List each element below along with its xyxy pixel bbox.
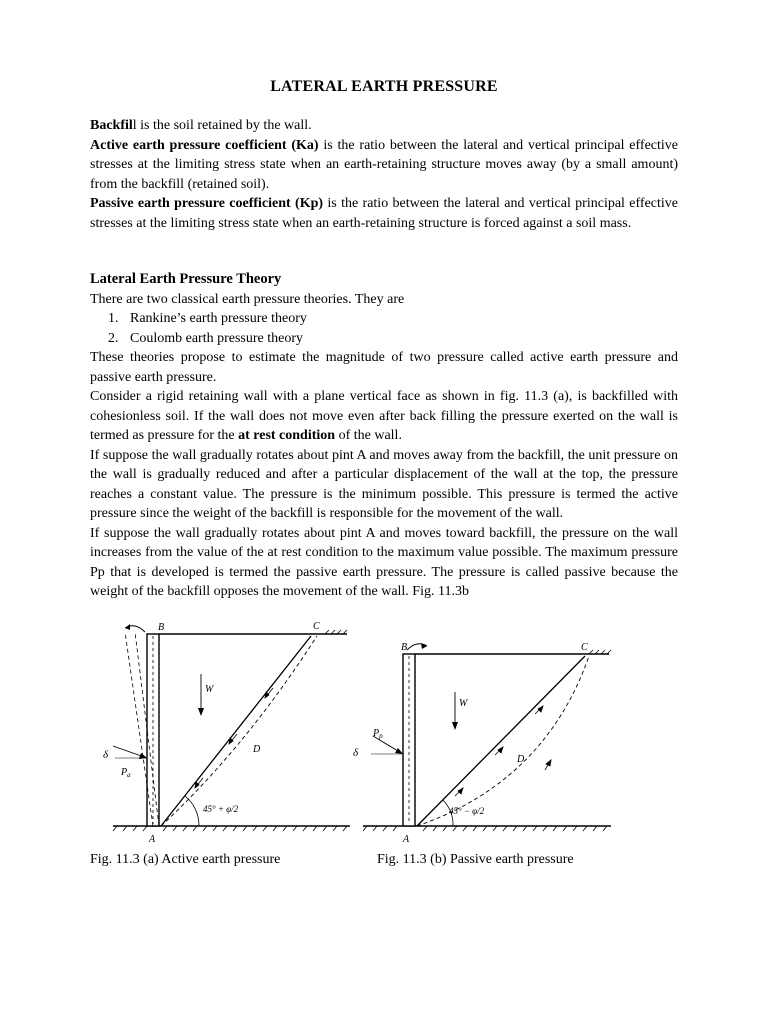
backfill-term: Backfil [90,118,133,133]
angle-label: 45° + φ/2 [203,804,239,814]
slip-arrows [195,688,273,788]
rotation-arrowhead [421,643,427,649]
section-heading: Lateral Earth Pressure Theory [90,271,282,287]
label-pressure [120,767,131,779]
theory-section [90,270,678,602]
theory-intro: There are two classical earth pressure theories. They are [90,291,405,307]
list-item [108,309,678,329]
backfill-definition [90,116,678,136]
theory-paragraph: If suppose the wall gradually rotates about pint A and moves toward backfill, the pressure on the wall increases from the value of the at rest condition to the maximum value possible. The maximum pressure Pp that is developed is termed the passive earth pressure. The pressure is called passive because the weight of the backfill opposes the movement of the wall. Fig. 11.3b [90,525,678,599]
active-pressure-diagram [95,618,365,846]
failure-plane [161,636,311,826]
weight-arrowhead [452,722,458,730]
theory-paragraph: If suppose the wall gradually rotates about pint A and moves away from the backfill, the unit pressure on the wall is gradually reduced and after a particular displacement of the wall at the top, the pressure reaches a constant value. The pressure is the minimum possible. This pressure is termed the active pressure since the weight of the backfill is responsible for the movement of the wall. [90,447,678,521]
label-p: P [373,728,380,739]
figure-passive-pressure [345,632,625,846]
definitions-block [90,116,678,233]
label-b: B [158,622,165,633]
weight-arrowhead [198,708,204,716]
list-item [108,329,678,349]
label-b: B [401,642,408,653]
label-d: D [253,744,261,755]
label-c: C [313,621,320,632]
active-text: is the ratio between the lateral and vertical principal effective stresses at the limiting stress state when an earth-retaining structure moves away (by a small amount) from the backfill (retained soil). [90,137,679,192]
label-c: C [581,642,588,653]
list-number: 2. [108,330,119,346]
label-p-subscript: p [379,732,383,740]
label-a: A [403,834,410,845]
theory-paragraph: These theories propose to estimate the magnitude of two pressure called active earth pressure and passive earth pressure. [90,350,678,385]
figure-a-caption: Fig. 11.3 (a) Active earth pressure [90,852,281,867]
label-pressure [372,728,383,740]
list-number: 1. [108,311,119,326]
list-text: Coulomb earth pressure theory [130,330,304,346]
at-rest-term: at rest condition [238,428,336,443]
label-delta: δ [353,747,359,759]
paragraph-text: Consider a rigid retaining wall with a plane vertical face as shown in fig. 11.3 (a), is backfilled with cohesionless soil. If the wall does not move even after back filling the pressure exerted on the wall is termed as pressure for the [90,389,678,443]
backfill-text: l is the soil retained by the wall. [132,118,312,133]
passive-coefficient-definition [90,194,678,233]
active-coefficient-definition [90,136,678,195]
label-w: W [205,684,214,695]
passive-term: Passive earth pressure coefficient (Kp) [90,196,324,211]
label-d: D [517,754,525,765]
paragraph-text: of the wall. [335,428,402,443]
label-p-subscript: a [127,771,131,779]
failure-plane [417,656,585,826]
theory-paragraph [90,387,678,446]
label-delta: δ [103,749,109,761]
passive-pressure-diagram [345,632,625,846]
passive-text: is the ratio between the lateral and vertical principal effective stresses at the limiting stress state when an earth-retaining structure is forced against a soil mass. [90,196,678,231]
page-title: LATERAL EARTH PRESSURE [270,78,498,95]
label-a: A [149,834,156,845]
list-text: Rankine’s earth pressure theory [130,311,307,326]
curved-failure-surface [161,636,317,826]
angle-label: 45° − φ/2 [449,806,485,816]
figure-b-caption: Fig. 11.3 (b) Passive earth pressure [377,852,574,867]
active-term: Active earth pressure coefficient (Ka) [90,137,319,153]
label-w: W [459,698,468,709]
rotation-arrowhead [125,624,130,630]
theory-list [90,309,678,348]
slip-arrows [455,706,551,796]
pressure-arrowhead [395,748,403,754]
label-p: P [121,767,128,778]
figure-active-pressure [95,618,365,846]
